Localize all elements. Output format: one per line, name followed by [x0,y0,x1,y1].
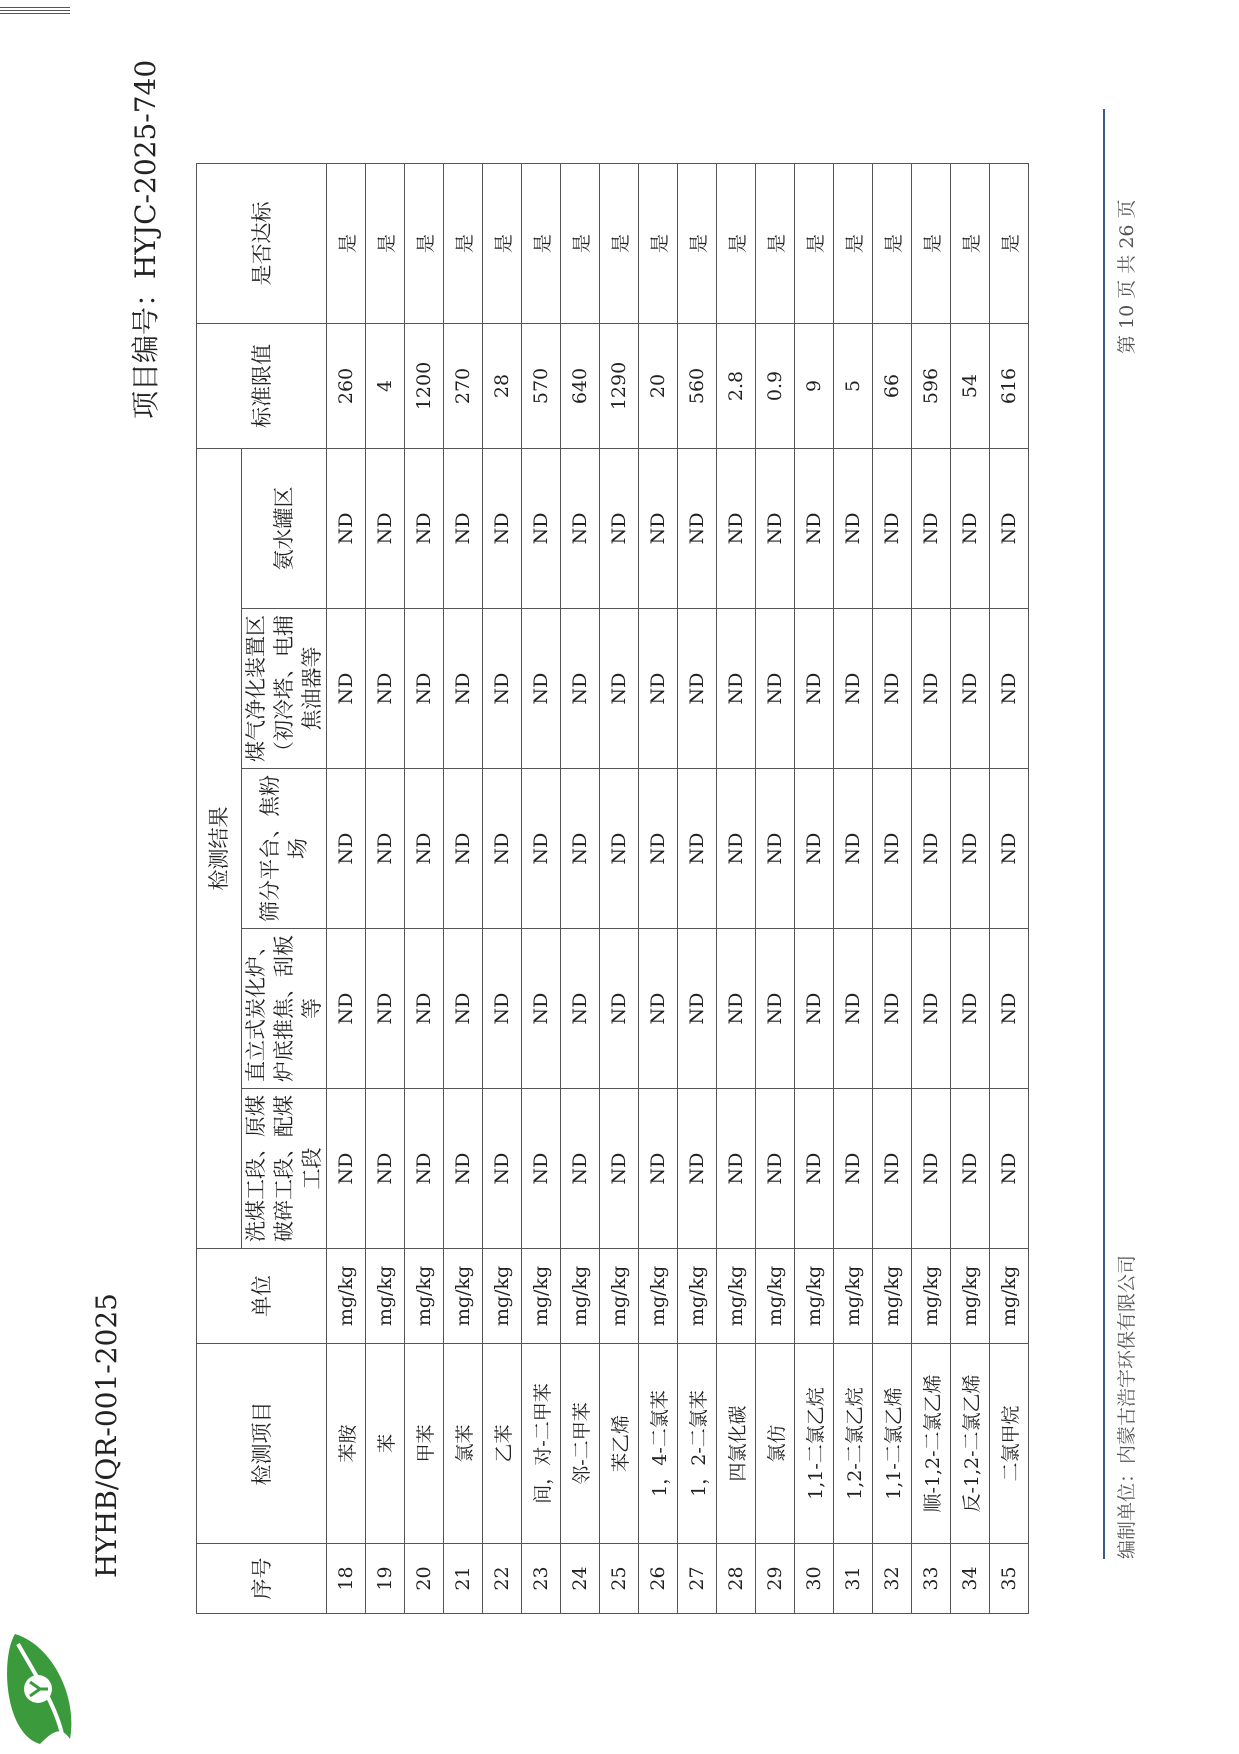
cell-unit: mg/kg [405,1249,444,1344]
cell-r1: ND [522,1089,561,1249]
cell-r5: ND [873,448,912,608]
cell-r1: ND [951,1089,990,1249]
cell-r5: ND [327,448,366,608]
cell-item: 氯苯 [444,1344,483,1544]
header-area-3: 筛分平台、焦粉场 [242,769,327,929]
footer-divider [1103,109,1105,1559]
cell-unit: mg/kg [561,1249,600,1344]
cell-pass: 是 [795,163,834,323]
cell-no: 31 [834,1544,873,1614]
cell-r2: ND [678,929,717,1089]
cell-limit: 4 [366,323,405,448]
cell-no: 29 [756,1544,795,1614]
cell-limit: 260 [327,323,366,448]
table-row [756,163,795,1613]
cell-r2: ND [405,929,444,1089]
cell-unit: mg/kg [795,1249,834,1344]
cell-r4: ND [990,609,1029,769]
cell-r3: ND [795,769,834,929]
cell-pass: 是 [444,163,483,323]
footer-page-number: 第 10 页 共 26 页 [1116,199,1138,354]
cell-r1: ND [912,1089,951,1249]
cell-item: 四氯化碳 [717,1344,756,1544]
cell-r4: ND [912,609,951,769]
cell-r5: ND [912,448,951,608]
cell-unit: mg/kg [639,1249,678,1344]
table-row [444,163,483,1613]
cell-limit: 560 [678,323,717,448]
cell-limit: 28 [483,323,522,448]
cell-no: 35 [990,1544,1029,1614]
cell-item: 乙苯 [483,1344,522,1544]
cell-unit: mg/kg [951,1249,990,1344]
cell-r1: ND [561,1089,600,1249]
cell-pass: 是 [912,163,951,323]
footer-company: 编制单位：内蒙古浩宇环保有限公司 [1116,1254,1138,1559]
cell-no: 34 [951,1544,990,1614]
cell-no: 21 [444,1544,483,1614]
cell-r4: ND [444,609,483,769]
cell-limit: 570 [522,323,561,448]
header-area-2: 直立式炭化炉、炉底推焦、刮板等 [242,929,327,1089]
table-row [366,163,405,1613]
cell-r3: ND [756,769,795,929]
cell-r4: ND [561,609,600,769]
cell-item: 甲苯 [405,1344,444,1544]
cell-r4: ND [366,609,405,769]
cell-r2: ND [327,929,366,1089]
cell-no: 27 [678,1544,717,1614]
cell-r2: ND [795,929,834,1089]
cell-r5: ND [561,448,600,608]
project-number: 项目编号：HYJC-2025-740 [129,59,162,419]
cell-r5: ND [795,448,834,608]
cell-no: 25 [600,1544,639,1614]
cell-r1: ND [639,1089,678,1249]
cell-r2: ND [951,929,990,1089]
cell-pass: 是 [873,163,912,323]
cell-r2: ND [522,929,561,1089]
table-row [912,163,951,1613]
cell-r4: ND [756,609,795,769]
cell-r2: ND [600,929,639,1089]
cell-unit: mg/kg [678,1249,717,1344]
cell-pass: 是 [639,163,678,323]
cell-r1: ND [366,1089,405,1249]
header-area-4: 煤气净化装置区（初冷塔、电捕焦油器等 [242,609,327,769]
cell-item: 1,1-二氯乙烯 [873,1344,912,1544]
cell-no: 26 [639,1544,678,1614]
cell-r1: ND [405,1089,444,1249]
cell-r3: ND [639,769,678,929]
cell-r2: ND [444,929,483,1089]
cell-r3: ND [951,769,990,929]
cell-unit: mg/kg [600,1249,639,1344]
cell-unit: mg/kg [522,1249,561,1344]
table-row [795,163,834,1613]
cell-unit: mg/kg [834,1249,873,1344]
company-logo-icon [0,1624,80,1754]
cell-item: 苯乙烯 [600,1344,639,1544]
cell-pass: 是 [327,163,366,323]
cell-pass: 是 [678,163,717,323]
cell-item: 苯 [366,1344,405,1544]
cell-r3: ND [912,769,951,929]
cell-limit: 0.9 [756,323,795,448]
cell-item: 顺-1,2-二氯乙烯 [912,1344,951,1544]
cell-r1: ND [990,1089,1029,1249]
cell-pass: 是 [756,163,795,323]
cell-no: 33 [912,1544,951,1614]
table-row [873,163,912,1613]
results-table [196,163,1029,1614]
table-row [405,163,444,1613]
cell-item: 1,1-二氯乙烷 [795,1344,834,1544]
cell-limit: 9 [795,323,834,448]
header-seq: 序号 [197,1544,327,1614]
cell-item: 1,2-二氯乙烷 [834,1344,873,1544]
cell-r2: ND [990,929,1029,1089]
cell-r1: ND [483,1089,522,1249]
cell-r2: ND [912,929,951,1089]
cell-r5: ND [717,448,756,608]
table-row [327,163,366,1613]
table-row [483,163,522,1613]
cell-r2: ND [834,929,873,1089]
cell-pass: 是 [951,163,990,323]
cell-no: 22 [483,1544,522,1614]
cell-unit: mg/kg [366,1249,405,1344]
cell-r5: ND [678,448,717,608]
cell-limit: 20 [639,323,678,448]
cell-r1: ND [327,1089,366,1249]
cell-r5: ND [756,448,795,608]
cell-pass: 是 [717,163,756,323]
table-row [951,163,990,1613]
header-results: 检测结果 [197,448,242,1248]
cell-item: 苯胺 [327,1344,366,1544]
cell-r3: ND [444,769,483,929]
cell-r3: ND [483,769,522,929]
cell-r1: ND [717,1089,756,1249]
cell-r4: ND [678,609,717,769]
table-row [639,163,678,1613]
cell-r2: ND [873,929,912,1089]
cell-r3: ND [990,769,1029,929]
cell-no: 24 [561,1544,600,1614]
table-row [678,163,717,1613]
cell-r3: ND [522,769,561,929]
cell-r5: ND [483,448,522,608]
cell-unit: mg/kg [756,1249,795,1344]
cell-item: 间，对-二甲苯 [522,1344,561,1544]
cell-pass: 是 [561,163,600,323]
cell-r5: ND [405,448,444,608]
header-limit: 标准限值 [197,323,327,448]
cell-r2: ND [717,929,756,1089]
cell-r4: ND [795,609,834,769]
header-pass: 是否达标 [197,163,327,323]
table-row [522,163,561,1613]
cell-limit: 616 [990,323,1029,448]
doc-code: HYHB/QR-001-2025 [90,1293,123,1578]
cell-r5: ND [600,448,639,608]
cell-r3: ND [717,769,756,929]
cell-pass: 是 [483,163,522,323]
cell-r5: ND [366,448,405,608]
cell-r3: ND [678,769,717,929]
cell-limit: 66 [873,323,912,448]
cell-r2: ND [639,929,678,1089]
cell-pass: 是 [522,163,561,323]
cell-r4: ND [327,609,366,769]
cell-r3: ND [561,769,600,929]
cell-item: 氯仿 [756,1344,795,1544]
cell-r4: ND [717,609,756,769]
cell-r5: ND [990,448,1029,608]
cell-r4: ND [405,609,444,769]
cell-r3: ND [600,769,639,929]
header-area-1: 洗煤工段、原煤破碎工段、配煤工段 [242,1089,327,1249]
cell-r5: ND [444,448,483,608]
table-row [600,163,639,1613]
cell-r1: ND [834,1089,873,1249]
cell-no: 32 [873,1544,912,1614]
header-area-5: 氨水罐区 [242,448,327,608]
cell-r3: ND [834,769,873,929]
cell-limit: 2.8 [717,323,756,448]
cell-r3: ND [873,769,912,929]
cell-r3: ND [327,769,366,929]
cell-r1: ND [678,1089,717,1249]
cell-no: 20 [405,1544,444,1614]
cell-limit: 54 [951,323,990,448]
cell-no: 30 [795,1544,834,1614]
table-row [717,163,756,1613]
cell-limit: 270 [444,323,483,448]
table-row [834,163,873,1613]
cell-r5: ND [834,448,873,608]
cell-item: 1，4-二氯苯 [639,1344,678,1544]
cell-no: 28 [717,1544,756,1614]
cell-unit: mg/kg [990,1249,1029,1344]
header-unit: 单位 [197,1249,327,1344]
cell-unit: mg/kg [483,1249,522,1344]
cell-r1: ND [444,1089,483,1249]
cell-item: 反-1,2-二氯乙烯 [951,1344,990,1544]
cell-limit: 1290 [600,323,639,448]
cell-pass: 是 [990,163,1029,323]
cell-r1: ND [795,1089,834,1249]
cell-unit: mg/kg [327,1249,366,1344]
table-row [561,163,600,1613]
cell-r3: ND [366,769,405,929]
cell-pass: 是 [405,163,444,323]
cell-item: 1，2-二氯苯 [678,1344,717,1544]
cell-r4: ND [639,609,678,769]
cell-no: 19 [366,1544,405,1614]
cell-pass: 是 [600,163,639,323]
cell-limit: 640 [561,323,600,448]
cell-r4: ND [483,609,522,769]
cell-unit: mg/kg [717,1249,756,1344]
cell-r2: ND [561,929,600,1089]
cell-r2: ND [756,929,795,1089]
cell-no: 23 [522,1544,561,1614]
cell-r5: ND [639,448,678,608]
cell-r4: ND [522,609,561,769]
cell-r3: ND [405,769,444,929]
cell-no: 18 [327,1544,366,1614]
cell-r4: ND [951,609,990,769]
cell-item: 邻-二甲苯 [561,1344,600,1544]
cell-r4: ND [600,609,639,769]
cell-r1: ND [873,1089,912,1249]
cell-r4: ND [873,609,912,769]
cell-limit: 1200 [405,323,444,448]
cell-pass: 是 [834,163,873,323]
cell-r4: ND [834,609,873,769]
cell-limit: 5 [834,323,873,448]
cell-r5: ND [951,448,990,608]
cell-unit: mg/kg [444,1249,483,1344]
cell-limit: 596 [912,323,951,448]
cell-r2: ND [366,929,405,1089]
scan-marks [0,6,70,14]
cell-r2: ND [483,929,522,1089]
cell-unit: mg/kg [873,1249,912,1344]
cell-item: 二氯甲烷 [990,1344,1029,1544]
cell-r5: ND [522,448,561,608]
cell-unit: mg/kg [912,1249,951,1344]
cell-r1: ND [600,1089,639,1249]
table-row [990,163,1029,1613]
cell-r1: ND [756,1089,795,1249]
header-item: 检测项目 [197,1344,327,1544]
cell-pass: 是 [366,163,405,323]
